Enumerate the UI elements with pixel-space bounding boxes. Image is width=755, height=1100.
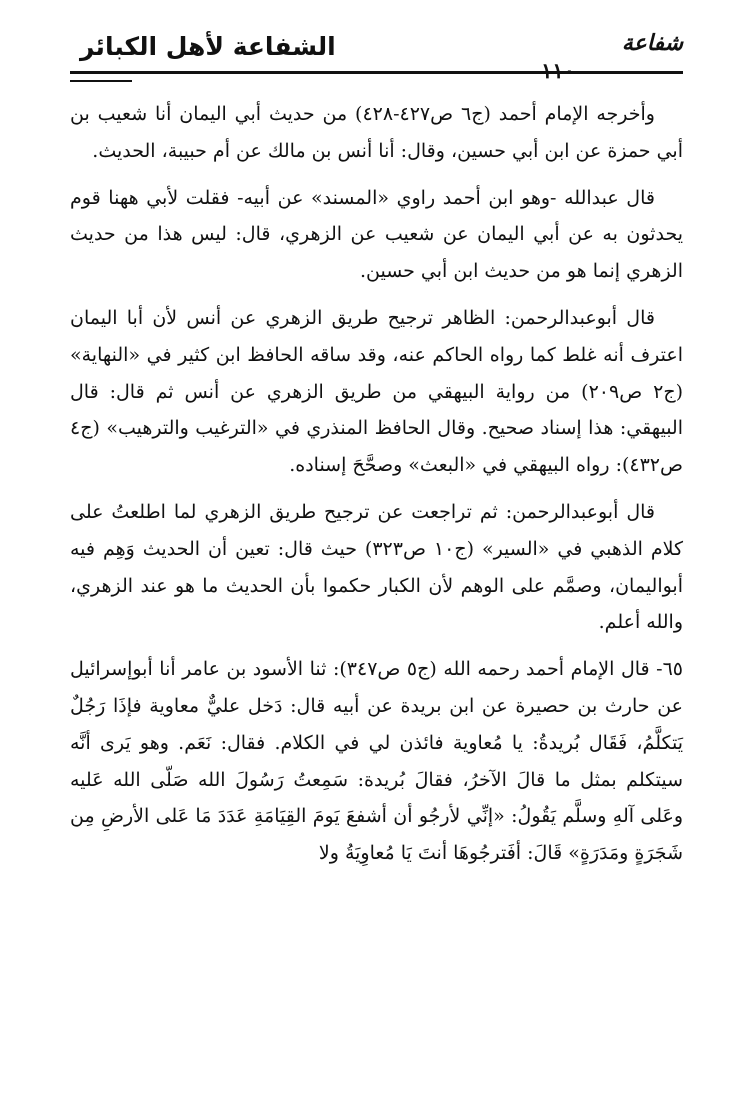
paragraph: قال أبوعبدالرحمن: ثم تراجعت عن ترجيح طريق الزهري لما اطلعتُ على كلام الذهبي في «السير» (ج١٠ ص٣٢٣) حيث قال: تعين أن الحديث وَهِم فيه أبواليمان، وصمَّم على الوهم لأن الكبار حكموا بأن الحديث ما هو عند الزهري، والله أعلم. — [70, 500, 684, 634]
series-mark: شفاعة — [621, 30, 683, 56]
header-rule — [70, 71, 683, 74]
page-body — [70, 96, 683, 872]
header-rule-accent — [70, 80, 132, 82]
page-header — [70, 28, 683, 83]
paragraph: قال عبدالله -وهو ابن أحمد راوي «المسند» عن أبيه- فقلت لأبي ههنا قوم يحدثون به عن أبي اليمان عن شعيب عن الزهري، قال: ليس هذا من حديث الزهري إنما هو من حديث ابن أبي حسين. — [70, 186, 683, 283]
hadith-paragraph: ٦٥- قال الإمام أحمد رحمه الله (ج٥ ص٣٤٧): ثنا الأسود بن عامر أنا أبوإسرائيل عن حارث بن حصيرة عن ابن بريدة عن أبيه قال: دَخل عليٌّ معاوية فإذَا رَجُلٌ يَتكلَّمُ، فَقَال بُريدةُ: يا مُعاوية فائذن لي في الكلام. فقال: نَعَم. وهو يَرى أنَّه سيتكلم بمثل ما قالَ الآخرُ، فقالَ بُريدة: سَمِعتُ رَسُولَ الله صَلّى الله عَليه وعَلى آلهِ وسلَّم يَقُولُ: «إنِّي لأرجُو أن أشفعَ يَومَ القِيَامَةِ عَدَدَ مَا عَلى الأرضِ مِن شَجَرَةٍ ومَدَرَةٍ» قَالَ: أفَترجُوهَا أنتَ يَا مُعاوِيَةُ ولا — [70, 658, 683, 865]
page-title: الشفاعة لأهل الكبائر — [80, 32, 336, 61]
paragraph: قال أبوعبدالرحمن: الظاهر ترجيح طريق الزهري عن أنس لأن أبا اليمان اعترف أنه غلط كما رواه الحاكم عنه، وقد ساقه الحافظ ابن كثير في «النهاية» (ج٢ ص٢٠٩) من رواية البيهقي من طريق الزهري عن أنس ثم قال: قال البيهقي: هذا إسناد صحيح. وقال الحافظ المنذري في «الترغيب والترهيب» (ج٤ ص٤٣٢): رواه البيهقي في «البعث» وصحَّحَ إسناده. — [70, 306, 683, 477]
page-number: ١١٠ — [541, 58, 575, 83]
paragraph: وأخرجه الإمام أحمد (ج٦ ص٤٢٧-٤٢٨) من حديث أبي اليمان أنا شعيب بن أبي حمزة عن ابن أبي حسين، وقال: أنا أنس بن مالك عن أم حبيبة، الحديث. — [70, 103, 683, 162]
